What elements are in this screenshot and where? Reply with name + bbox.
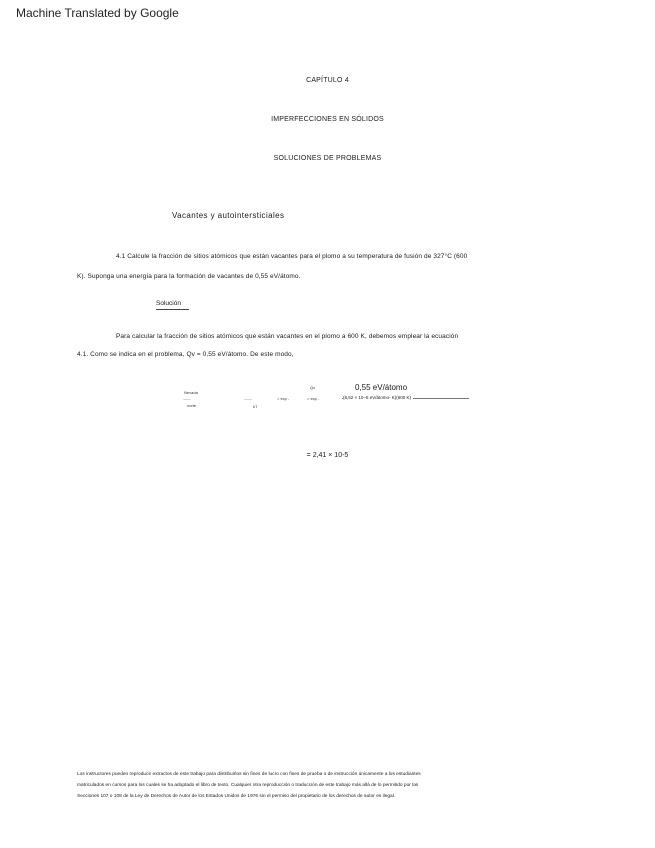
copyright-footer: [77, 769, 577, 802]
eq-nv-fraction-bar: ---------: [183, 396, 191, 401]
eq-exp-1: = exp -: [277, 396, 290, 401]
footer-line-3: Secciones 107 o 108 de la Ley de Derechos de Autor de los Estados Unidos de 1976 sin el permiso del propietario de los derechos de autor es ilegal.: [77, 794, 396, 799]
footer-line-1: Los instructores pueden reproducir extractos de este trabajo para distribuirlos sin fines de lucro con fines de prueba o de instrucción únicamente a los estudiantes: [77, 772, 421, 777]
solution-text-line-1: Para calcular la fracción de sitios atómicos que están vacantes en el plomo a 600 K, debemos emplear la ecuación: [116, 333, 459, 340]
problem-text-line-1: 4.1 Calcule la fracción de sitios atómicos que están vacantes para el plomo a su temperatura de fusión de 327°C (600: [116, 253, 468, 260]
chapter-subtitle: SOLUCIONES DE PROBLEMAS: [273, 155, 382, 162]
machine-translated-banner: Machine Translated by Google: [16, 6, 179, 20]
chapter-title: IMPERFECCIONES EN SÓLIDOS: [271, 116, 384, 123]
equation-result: = 2,41 × 10-5: [306, 452, 349, 459]
eq-qv-numerator: Qv: [310, 385, 316, 390]
solution-text-line-2: 4.1. Como se indica en el problema, Qv = 0,55 eV/átomo. De este modo,: [77, 351, 294, 358]
section-heading: Vacantes y autointersticiales: [172, 211, 285, 220]
footer-line-2: matriculados en cursos para los cuales se ha adoptado el libro de texto. Cualquier otra reproducción o traducción de este trabajo más allá de lo permitido por las: [77, 783, 419, 788]
eq-nv-numerator: Nevada: [184, 390, 198, 395]
eq-qv-fraction-bar: ---------: [244, 396, 252, 401]
chapter-label: CAPÍTULO 4: [306, 77, 349, 84]
eq-energy-denominator: (8,62 × 10−5 eV/átomo- K)(600 K): [343, 395, 412, 400]
problem-text-line-2: K). Suponga una energía para la formación de vacantes de 0,55 eV/átomo.: [77, 273, 301, 280]
eq-energy-numerator: 0,55 eV/átomo: [355, 383, 408, 392]
eq-n-denominator: norte: [187, 403, 197, 408]
eq-kt-denominator: kT: [253, 404, 258, 409]
solution-label: Solución: [156, 300, 189, 310]
eq-exp-2: = exp -: [307, 396, 320, 401]
